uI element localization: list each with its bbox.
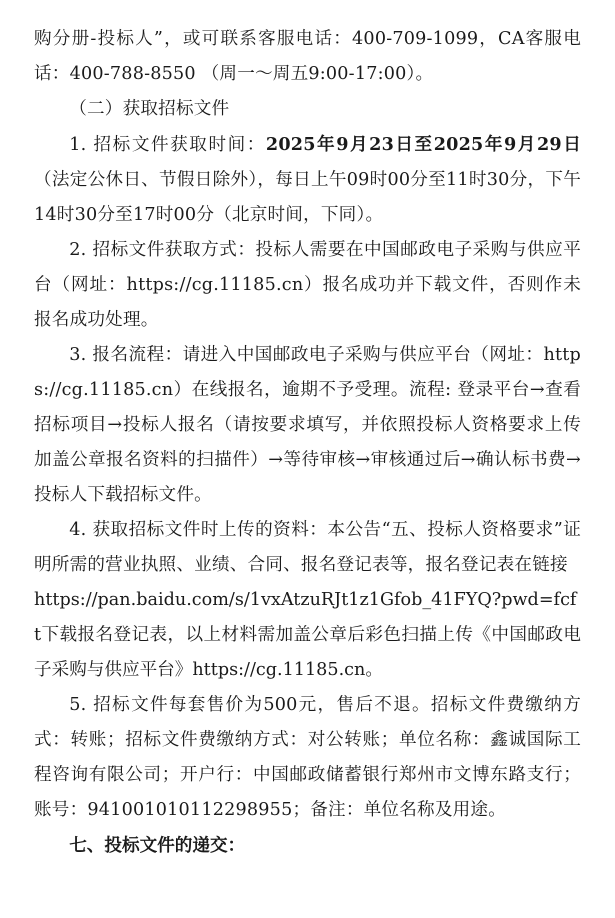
paragraph-item-4-upload-materials: 4. 获取招标文件时上传的资料：本公告“五、投标人资格要求”证明所需的营业执照、业绩、合同、报名登记表等，报名登记表在链接 [34, 520, 581, 575]
paragraph-item-3-registration-process: 3. 报名流程：请进入中国邮政电子采购与供应平台（网址：https://cg.11185.cn）在线报名，逾期不予受理。流程: 登录平台→查看招标项目→投标人报名（请按要求填写，并依照投标人资格要求上传加盖公章报名资料的扫描件）→等待审核→审核通过后→确认标书费→投标人下载招标文件。 [34, 345, 581, 505]
item-1-detail: （法定公休日、节假日除外），每日上午09时00分至11时30分，下午14时30分至17时00分（北京时间，下同）。 [34, 170, 581, 225]
paragraph-item-4-download-link: https://pan.baidu.com/s/1vxAtzuRJt1z1Gfob_41FYQ?pwd=fcft下载报名登记表，以上材料需加盖公章后彩色扫描上传《中国邮政电子采购与供应平台》https://cg.11185.cn。 [34, 590, 581, 680]
paragraph-item-2-acquire-method: 2. 招标文件获取方式：投标人需要在中国邮政电子采购与供应平台（网址：https://cg.11185.cn）报名成功并下载文件，否则作未报名成功处理。 [34, 240, 581, 330]
paragraph-item-5-document-fee: 5. 招标文件每套售价为500元，售后不退。招标文件费缴纳方式：转账；招标文件费缴纳方式：对公转账；单位名称：鑫诚国际工程咨询有限公司；开户行：中国邮政储蓄银行郑州市文博东路支行；账号：941001010112298955；备注：单位名称及用途。 [34, 695, 581, 820]
item-1-label: 1. 招标文件获取时间： [69, 135, 266, 155]
item-1-date-range: 2025年9月23日至2025年9月29日 [265, 134, 581, 155]
paragraph-contact-phone: 购分册-投标人”，或可联系客服电话：400-709-1099，CA客服电话：400-788-8550 （周一～周五9:00-17:00）。 [34, 29, 581, 84]
paragraph-item-1-acquire-time [34, 127, 581, 233]
heading-section-7: 七、投标文件的递交： [69, 835, 246, 856]
paragraph-section-2-title: （二）获取招标文件 [69, 99, 230, 119]
